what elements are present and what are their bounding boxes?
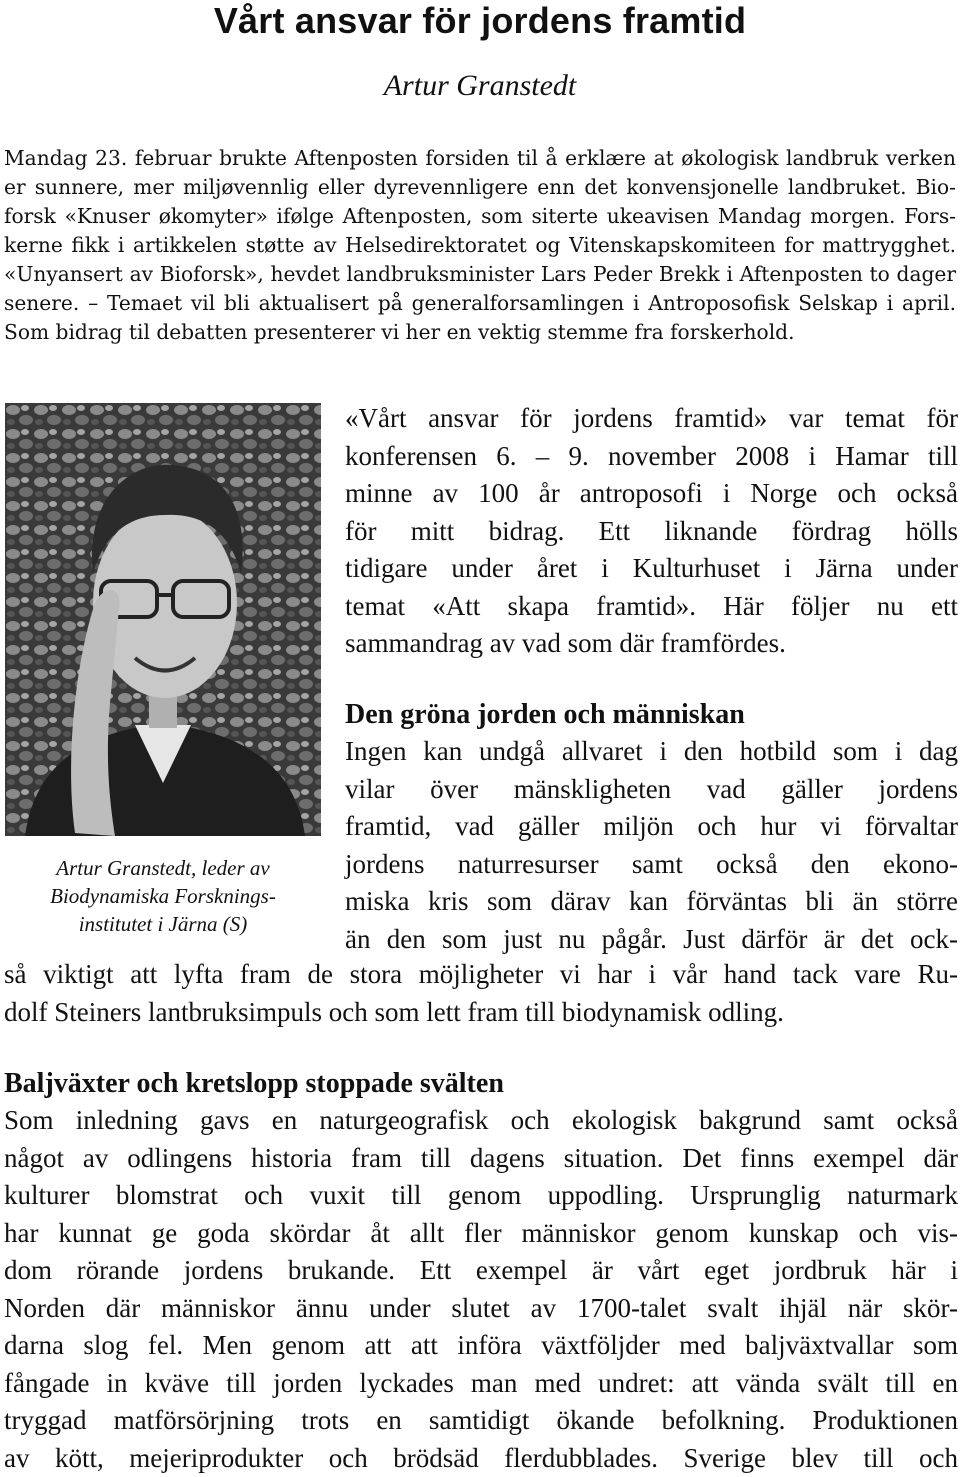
- author-photo: [5, 403, 321, 836]
- text-line: miska kris som därav kan förväntas bli än större: [345, 883, 958, 921]
- text-line: för mitt bidrag. Ett liknande fördrag hölls: [345, 513, 958, 551]
- text-line: Mandag 23. februar brukte Aftenposten forsiden til å erklære at økologisk landbruk verken: [4, 144, 956, 173]
- text-line: er sunnere, mer miljøvennlig eller dyrevennligere enn det konvensjonelle landbruket. Bio-: [4, 173, 956, 202]
- text-line: dom rörande jordens brukande. Ett exempel är vårt eget jordbruk här i: [4, 1252, 958, 1290]
- text-line: något av odlingens historia fram till dagens situation. Det finns exempel där: [4, 1140, 958, 1178]
- conference-paragraph: [345, 400, 958, 663]
- text-line: jordens naturresurser samt också den ekono-: [345, 846, 958, 884]
- text-line: Artur Granstedt, leder av: [10, 854, 316, 882]
- text-line: vilar över mänskligheten vad gäller jordens: [345, 771, 958, 809]
- text-line: dolf Steiners lantbruksimpuls och som lett fram till biodynamisk odling.: [4, 994, 958, 1032]
- text-line: minne av 100 år antroposofi i Norge och också: [345, 475, 958, 513]
- text-line: av kött, mejeriprodukter och brödsäd flerdubblades. Sverige blev till och: [4, 1440, 958, 1477]
- intro-paragraph: [4, 144, 956, 347]
- section-heading-green-earth: Den gröna jorden och människan: [345, 696, 745, 733]
- text-line: kerne fikk i artikkelen støtte av Helsedirektoratet og Vitenskapskomiteen for mattrygghet.: [4, 231, 956, 260]
- text-line: senere. – Temaet vil bli aktualisert på generalforsamlingen i Antroposofisk Selskap i april.: [4, 289, 956, 318]
- section1-column-text: [345, 733, 958, 958]
- text-line: kulturer blomstrat och vuxit till genom uppodling. Ursprunglig naturmark: [4, 1177, 958, 1215]
- text-line: så viktigt att lyfta fram de stora möjligheter vi har i vår hand tack vare Ru-: [4, 956, 958, 994]
- text-line: konferensen 6. – 9. november 2008 i Hamar till: [345, 438, 958, 476]
- text-line: Som inledning gavs en naturgeografisk och ekologisk bakgrund samt också: [4, 1102, 958, 1140]
- text-line: Som bidrag til debatten presenterer vi her en vektig stemme fra forskerhold.: [4, 318, 956, 347]
- section-heading-legumes: Baljväxter och kretslopp stoppade svälten: [4, 1066, 504, 1102]
- text-line: forsk «Knuser økomyter» ifølge Aftenposten, som siterte ukeavisen Mandag morgen. Fors-: [4, 202, 956, 231]
- portrait-image: [5, 403, 321, 836]
- article-author: Artur Granstedt: [0, 68, 960, 104]
- photo-caption: [10, 854, 316, 938]
- text-line: Biodynamiska Forsknings-: [10, 882, 316, 910]
- section2-text: [4, 1102, 958, 1477]
- text-line: Norden där människor ännu under slutet av 1700-talet svalt ihjäl när skör-: [4, 1290, 958, 1328]
- text-line: temat «Att skapa framtid». Här följer nu ett: [345, 588, 958, 626]
- section1-full-text: [4, 956, 958, 1031]
- text-line: tryggad matförsörjning trots en samtidigt ökande befolkning. Produktionen: [4, 1402, 958, 1440]
- text-line: «Vårt ansvar för jordens framtid» var temat för: [345, 400, 958, 438]
- article-title: Vårt ansvar för jordens framtid: [0, 0, 960, 42]
- text-line: Ingen kan undgå allvaret i den hotbild som i dag: [345, 733, 958, 771]
- text-line: framtid, vad gäller miljön och hur vi förvaltar: [345, 808, 958, 846]
- text-line: än den som just nu pågår. Just därför är det ock-: [345, 921, 958, 959]
- text-line: har kunnat ge goda skördar åt allt fler människor genom kunskap och vis-: [4, 1215, 958, 1253]
- text-line: institutet i Järna (S): [10, 910, 316, 938]
- text-line: tidigare under året i Kulturhuset i Järna under: [345, 550, 958, 588]
- text-line: darna slog fel. Men genom att att införa växtföljder med baljväxtvallar som: [4, 1327, 958, 1365]
- text-line: «Unyansert av Bioforsk», hevdet landbruksminister Lars Peder Brekk i Aftenposten to dager: [4, 260, 956, 289]
- text-line: sammandrag av vad som där framfördes.: [345, 625, 958, 663]
- text-line: fångade in kväve till jorden lyckades man med undret: att vända svält till en: [4, 1365, 958, 1403]
